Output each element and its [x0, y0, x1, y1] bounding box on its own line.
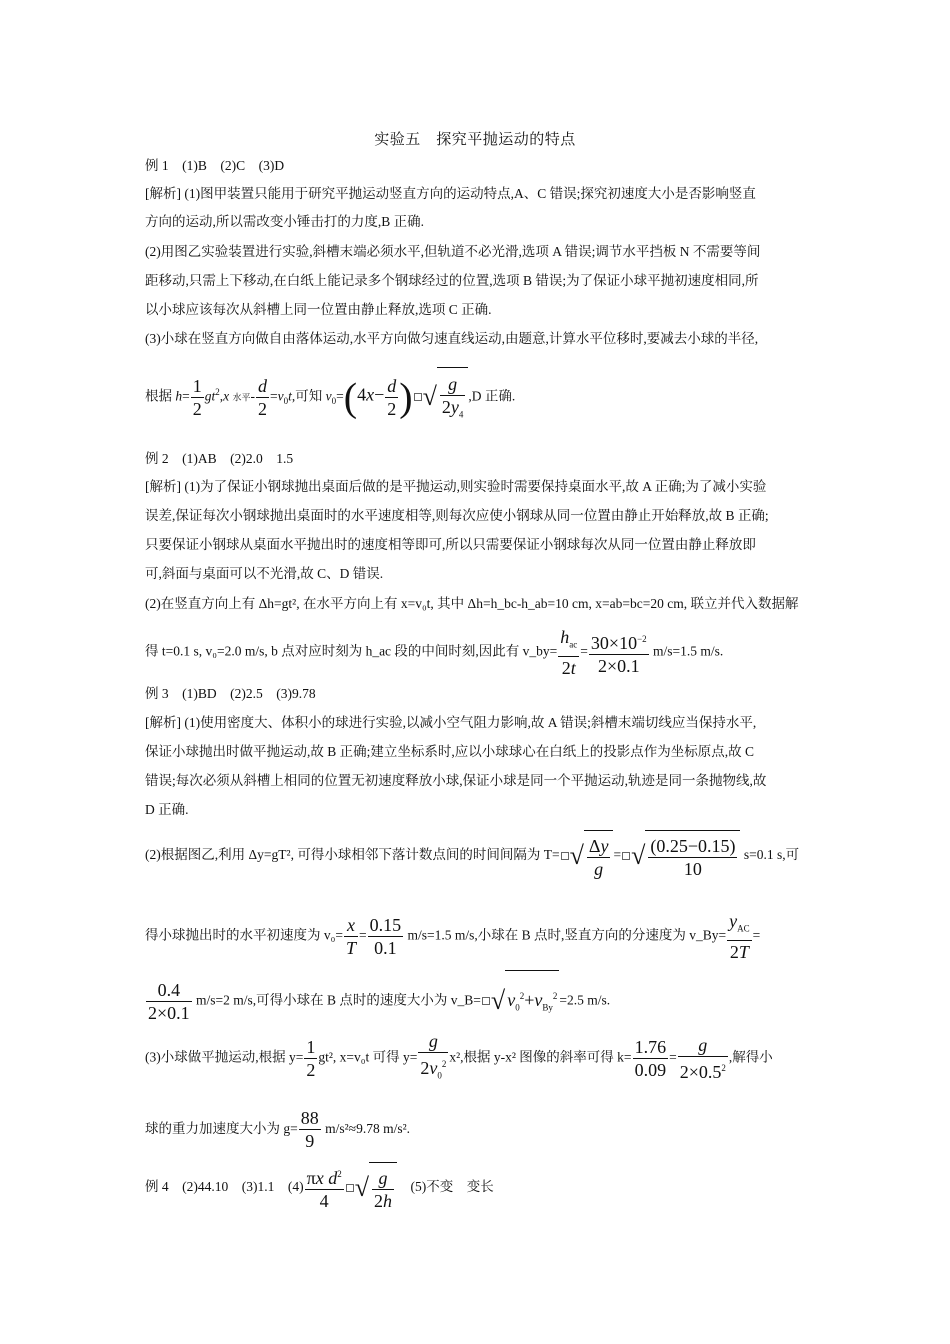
ex3-line-4: D 正确.: [145, 802, 189, 817]
page-title: 实验五 探究平抛运动的特点: [374, 132, 576, 148]
ex1-answer: 例 1 (1)B (2)C (3)D: [145, 158, 285, 173]
ex3-line-6: 得小球抛出时的水平初速度为 v₀= $\frac{x}{T}$ = $\frac{0.15}{0.1}$ m/s=1.5 m/s,小球在 B 点时,竖直方向的分速度为 v_By= $y_{AC}$ 2T =: [145, 911, 761, 962]
ex1-line-4: 距移动,只需上下移动,在白纸上能记录多个钢球经过的位置,选项 B 错误;为了保证小球平抛初速度相同,所: [145, 273, 759, 288]
ex3-l8-end: ,解得小: [728, 1049, 773, 1065]
ex3-line-3: 错误;每次必须从斜槽上相同的位置无初速度释放小球,保证小球是同一个平抛运动,轨迹是同一条抛物线,故: [145, 773, 767, 788]
ex3-l5-end: s=0.1 s,可: [740, 847, 800, 862]
ex4-answer: 例 4 (2)44.10 (3)1.1 (4) $\frac{\pi x d^2}{4}$ √ $\frac{g}{2h}$ (5)不变 变长: [145, 1162, 815, 1213]
ex2-line-5: (2)在竖直方向上有 Δh=gt², 在水平方向上有 x=v₀t, 其中 Δh=h_bc-h_ab=10 cm, x=ab=bc=20 cm, 联立并代入数据解: [145, 596, 799, 611]
ex3-l9-text: 球的重力加速度大小为 g=: [145, 1121, 298, 1136]
ex3-l8-text: (3)小球做平抛运动,根据 y=: [145, 1049, 304, 1065]
ex3-l8-mid: gt², x=v₀t 可得 y=: [318, 1049, 418, 1065]
ex3-l8-mid2: x²,根据 y-x² 图像的斜率可得 k=: [449, 1049, 632, 1065]
fraction-d-over-2: $\frac{d}{2}$: [258, 375, 268, 419]
ex1-line-7: 根据 h= $\frac{1}{2}$ $gt^2,x$ 水平- $\frac{d}{2}$ $=v_0t$,可知 $v_0=(4x-$ $\frac{d}{2}$ ) √ $\frac{g}{2y_4}$ ,D 正确.: [145, 362, 815, 431]
ex3-line-8: (3)小球做平抛运动,根据 y= $\frac{1}{2}$ gt², x=v₀t 可得 y= $\frac{g}{2v_0^2}$ x²,根据 y-x² 图像的斜率可得 k= $\frac{1.76}{0.09}$ = $\frac{g}{2\times 0.5^2}$ ,解得小: [145, 1031, 773, 1082]
ex3-l9-end: m/s²≈9.78 m/s².: [321, 1121, 411, 1136]
ex2-line-1: [解析] (1)为了保证小钢球抛出桌面后做的是平抛运动,则实验时需要保持桌面水平,故 A 正确;为了减小实验: [145, 479, 767, 494]
ex2-line-4: 可,斜面与桌面可以不光滑,故 C、D 错误.: [145, 566, 384, 581]
ex2-line-6: 得 t=0.1 s, v₀=2.0 m/s, b 点对应时刻为 h_ac 段的中间时刻,因此有 v_by= $h_{ac}$ 2t = $\frac{30\times 10^{-2}}{2\times 0.1}$ m/s=1.5 m/s.: [145, 627, 724, 678]
ex1-l7-text: 根据: [145, 388, 176, 404]
ex1-line-1: [解析] (1)图甲装置只能用于研究平抛运动竖直方向的运动特点,A、C 错误;探究初速度大小是否影响竖直: [145, 186, 756, 201]
ex2-answer: 例 2 (1)AB (2)2.0 1.5: [145, 451, 294, 466]
ex1-line-2: 方向的运动,所以需改变小锤击打的力度,B 正确.: [145, 214, 425, 229]
ex2-l6-text: 得 t=0.1 s, v₀=2.0 m/s, b 点对应时刻为 h_ac 段的中间时刻,因此有 v_by=: [145, 643, 558, 659]
ex4-text: 例 4 (2)44.10 (3)1.1 (4): [145, 1179, 304, 1194]
ex2-line-2: 误差,保证每次小钢球抛出桌面时的水平速度相等,则每次应使小钢球从同一位置由静止开始释放,故 B 正确;: [145, 508, 769, 523]
ex1-line-6: (3)小球在竖直方向做自由落体运动,水平方向做匀速直线运动,由题意,计算水平位移时,要减去小球的半径,: [145, 331, 759, 346]
ex3-line-9: 球的重力加速度大小为 g= $\frac{88}{9}$ m/s²≈9.78 m/s².: [145, 1108, 411, 1152]
ex3-l7-end: =2.5 m/s.: [559, 992, 611, 1008]
ex3-answer: 例 3 (1)BD (2)2.5 (3)9.78: [145, 686, 316, 701]
ex1-l7-end: ,D 正确.: [468, 388, 516, 404]
ex1-line-5: 以小球应该每次从斜槽上同一位置由静止释放,选项 C 正确.: [145, 302, 492, 317]
ex4-end: (5)不变 变长: [396, 1179, 494, 1194]
ex3-l6-mid: m/s=1.5 m/s,小球在 B 点时,竖直方向的分速度为 v_By=: [404, 927, 727, 943]
ex3-l5-text: (2)根据图乙,利用 Δy=gT², 可得小球相邻下落计数点间的时间间隔为 T=: [145, 847, 560, 862]
ex3-line-7: $\frac{0.4}{2\times 0.1}$ m/s=2 m/s,可得小球在 B 点时的速度大小为 v_B= √ $v_0^2+v_{By}^2 =2.5$ m/s.: [145, 970, 815, 1033]
ex1-line-3: (2)用图乙实验装置进行实验,斜槽末端必须水平,但轨道不必光滑,选项 A 错误;调节水平挡板 N 不需要等间: [145, 244, 761, 259]
ex3-line-5: (2)根据图乙,利用 Δy=gT², 可得小球相邻下落计数点间的时间间隔为 T= √ $\frac{\Delta y}{g}$ = √ $\frac{(0.25-0.15)}{10}$ s=0.1 s,可: [145, 830, 815, 881]
ex2-line-3: 只要保证小钢球从桌面水平抛出时的速度相等即可,所以只需要保证小钢球每次从同一位置由静止释放即: [145, 537, 756, 552]
fraction-half: $\frac{1}{2}$: [192, 375, 202, 419]
ex3-line-2: 保证小球抛出时做平抛运动,故 B 正确;建立坐标系时,应以小球球心在白纸上的投影点作为坐标原点,故 C: [145, 744, 755, 759]
ex2-l6-end: m/s=1.5 m/s.: [649, 643, 724, 659]
ex3-l7-text: m/s=2 m/s,可得小球在 B 点时的速度大小为 v_B=: [192, 992, 481, 1008]
ex3-line-1: [解析] (1)使用密度大、体积小的球进行实验,以减小空气阻力影响,故 A 错误;斜槽末端切线应当保持水平,: [145, 715, 757, 730]
ex3-l6-text: 得小球抛出时的水平初速度为 v₀=: [145, 927, 343, 943]
